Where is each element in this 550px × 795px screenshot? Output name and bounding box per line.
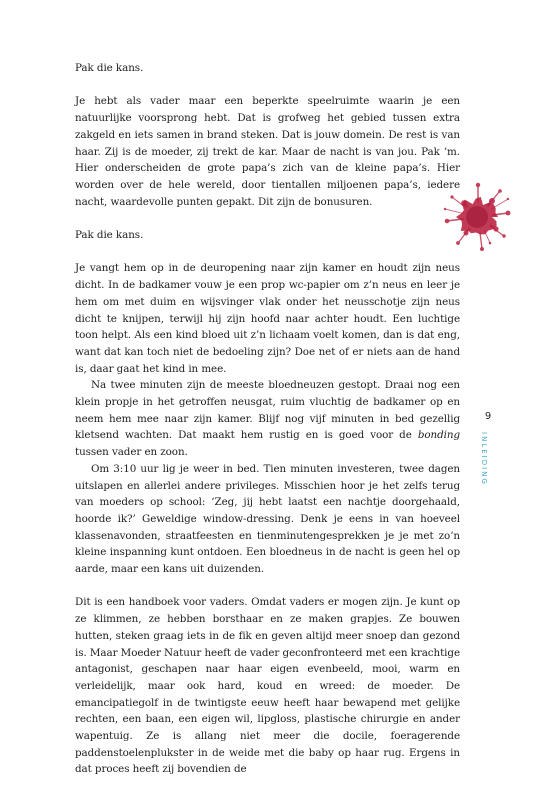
page-number: 9 (484, 411, 492, 422)
splatter-droplet (489, 242, 492, 245)
splatter-streak (449, 219, 463, 221)
splatter-streak (466, 205, 467, 206)
splatter-streak (468, 229, 470, 231)
splatter-streak (484, 231, 489, 242)
body-text (75, 60, 460, 795)
paragraph-5-text-b: tussen vader en zoon. (75, 446, 188, 459)
paragraph-6: Om 3:10 uur lig je weer in bed. Tien minuten investeren, twee dagen uitslapen en allerlei andere privileges. Misschien hoor je het zelfs terug van moeders op school: ‘Zeg, jij hebt laatst een nachtje doorgehaald, hoorde ik?’ Geweldige window-dressing. Denk je eens in van hoeveel klassenavonden, straatfeesten en tienminutengesprekken je je met zo’n kleine inspanning kunt ontdoen. Een bloedneus in de nacht is geen hel op aarde, maar een kans uit duizenden. (75, 462, 460, 576)
splatter-droplet (444, 208, 446, 210)
paragraph-5 (75, 377, 460, 461)
paragraph-3: Pak die kans. (75, 229, 144, 241)
paragraph-2: Je hebt als vader maar een beperkte speelruimte waarin je een natuurlijke voorsprong hebt. Dat is grofweg het gebied tussen extra zakgeld en iets samen in brand steken. Dat is jouw domein. De rest is van haar. Zij is de moeder, zij trekt de kar. Maar de nacht is van jou. Pak ’m. Hier onderscheiden de grote papa’s zich van de kleine papa’s. Hier worden over de hele wereld, door tientallen miljoenen papa’s, iedere nacht, waardevolle punten gepakt. Dit zijn de bonusuren. (75, 95, 460, 208)
paragraph-5-emphasis: bonding (417, 429, 460, 442)
paragraph-4: Je vangt hem op in de deuropening naar zijn kamer en houdt zijn neus dicht. In de badkamer vouw je een prop wc-papier om z’n neus en leer je hem om met duim en wijsvinger vlak onder het neusschotje zijn neus dicht te knijpen, terwijl hij zijn hoofd naar achter houdt. Een luchtige toon helpt. Als een kind bloed uit z’n lichaam voelt komen, dan is dat eng, want dat kan toch niet de bedoeling zijn? Doe net of er niets aan de hand is, daar gaat het kind in mee. (75, 262, 460, 375)
running-head: INLEIDING (480, 432, 488, 486)
paragraph-7: Dit is een handboek voor vaders. Omdat vaders er mogen zijn. Je kunt op ze klimmen, ze hebben borsthaar en ze maken grapjes. Ze bouwen hutten, steken graag iets in de fik en geven altijd meer snoep dan gezond is. Maar Moeder Natuur heeft de vader geconfronteerd met een krachtige antagonist, geschapen naar haar eigen evenbeeld, mooi, warm en verleidelijk, maar ook hard, koud en wreed: de moeder. De emancipatiegolf in de twintigste eeuw heeft haar bewapend met gelijke rechten, een baan, een eigen wil, lipgloss, plastische chirurgie en ander wapentuig. Ze is allang niet meer die docile, foeragerende paddenstoelenplukster in de weide met die baby op haar rug. Ergens in dat proces heeft zij bovendien de (75, 596, 460, 776)
splatter-streak (446, 209, 463, 213)
blood-splatter-icon (442, 181, 514, 253)
paragraph-5-text-a: Na twee minuten zijn de meeste bloedneuzen gestopt. Draai nog een klein propje in het getroffen neusgat, ruim vluchtig de badkamer op en neem hem mee naar zijn kamer. Blijf nog vijf minuten in bed gezellig kletsend wachten. Dat maakt hem rustig en is goed voor de (75, 379, 460, 442)
splatter-core (466, 206, 488, 228)
paragraph-1: Pak die kans. (75, 62, 144, 74)
